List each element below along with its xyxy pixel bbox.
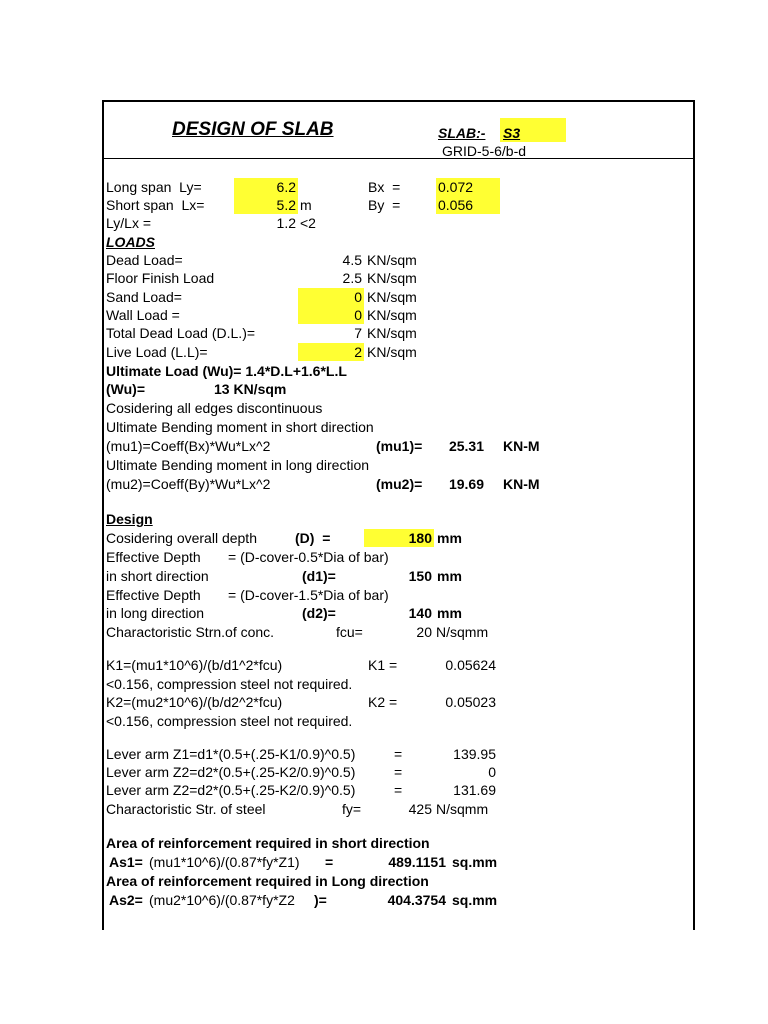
fcu-unit: N/sqmm — [436, 624, 489, 640]
load-label: Dead Load= — [106, 252, 183, 268]
k1-value: 0.05624 — [445, 657, 496, 673]
lever-arm-value: 131.69 — [453, 782, 496, 798]
as1-formula: (mu1*10^6)/(0.87*fy*Z1) — [149, 854, 300, 870]
as1-eq: = — [325, 854, 334, 870]
ly-value: 6.2 — [276, 179, 296, 195]
k2-value: 0.05023 — [445, 694, 496, 710]
load-label: Floor Finish Load — [106, 270, 215, 286]
load-label: Total Dead Load (D.L.)= — [106, 325, 256, 341]
frame-right-border — [693, 100, 695, 930]
k2-label: K2 = — [368, 694, 398, 710]
slab-label: SLAB:- — [438, 125, 486, 141]
load-value: 2 — [354, 344, 362, 360]
wu-value: 13 KN/sqm — [214, 381, 287, 397]
eff1-formula: = (D-cover-0.5*Dia of bar) — [228, 549, 389, 565]
load-unit: KN/sqm — [367, 344, 417, 360]
fy-value: 425 — [408, 801, 432, 817]
grid-label: GRID-5-6/b-d — [442, 143, 527, 159]
eff2-formula: = (D-cover-1.5*Dia of bar) — [228, 587, 389, 603]
load-unit: KN/sqm — [367, 307, 417, 323]
mu1-unit: KN-M — [503, 438, 540, 454]
fcu-value: 20 — [416, 624, 432, 640]
load-label: Live Load (L.L)= — [106, 344, 208, 360]
depth-unit: mm — [437, 530, 462, 546]
d1-value: 150 — [408, 568, 432, 584]
load-unit: KN/sqm — [367, 289, 417, 305]
as2-heading: Area of reinforcement required in Long direction — [106, 873, 429, 889]
d1-unit: mm — [437, 568, 462, 584]
fy-label: Charactoristic Str. of steel — [106, 801, 266, 817]
ratio-label: Ly/Lx = — [106, 215, 152, 231]
load-label: Wall Load = — [106, 307, 180, 323]
as2-eq: )= — [314, 892, 327, 908]
d2-value: 140 — [408, 605, 432, 621]
d1-label: (d1)= — [302, 568, 336, 584]
lever-arm-eq: = — [394, 782, 403, 798]
d2-direction: in long direction — [106, 605, 205, 621]
k1-formula: K1=(mu1*10^6)/(b/d1^2*fcu) — [106, 657, 283, 673]
mu2-formula: (mu2)=Coeff(By)*Wu*Lx^2 — [106, 476, 271, 492]
load-value: 0 — [354, 289, 362, 305]
lever-arm-label: Lever arm Z2=d2*(0.5+(.25-K2/0.9)^0.5) — [106, 764, 356, 780]
load-value: 4.5 — [342, 252, 362, 268]
d1-direction: in short direction — [106, 568, 209, 584]
ratio-note: <2 — [300, 215, 316, 231]
k1-note: <0.156, compression steel not required. — [106, 676, 353, 692]
mu1-formula: (mu1)=Coeff(Bx)*Wu*Lx^2 — [106, 438, 271, 454]
lever-arm-label: Lever arm Z2=d2*(0.5+(.25-K2/0.9)^0.5) — [106, 782, 356, 798]
mu1-label: (mu1)= — [376, 438, 423, 454]
mu2-label: (mu2)= — [376, 476, 423, 492]
mu1-heading: Ultimate Bending moment in short direction — [106, 419, 374, 435]
lever-arm-value: 139.95 — [453, 746, 496, 762]
k1-label: K1 = — [368, 657, 398, 673]
as1-unit: sq.mm — [452, 854, 498, 870]
as2-formula: (mu2*10^6)/(0.87*fy*Z2 — [149, 892, 295, 908]
as2-unit: sq.mm — [452, 892, 498, 908]
loads-heading: LOADS — [106, 234, 155, 250]
depth-label: Cosidering overall depth — [106, 530, 257, 546]
lx-label: Short span Lx= — [106, 197, 205, 213]
lever-arm-eq: = — [394, 764, 403, 780]
as1-label: As1= — [109, 854, 143, 870]
page-title: DESIGN OF SLAB — [172, 119, 334, 140]
as1-value: 489.1151 — [388, 854, 446, 870]
as1-heading: Area of reinforcement required in short direction — [106, 835, 430, 851]
depth-value: 180 — [408, 530, 432, 546]
eff2-label: Effective Depth — [106, 587, 201, 603]
header-separator — [104, 158, 693, 159]
bx-label: Bx = — [368, 179, 401, 195]
fcu-symbol: fcu= — [336, 624, 363, 640]
design-heading: Design — [106, 511, 153, 527]
fy-unit: N/sqmm — [436, 801, 489, 817]
lever-arm-label: Lever arm Z1=d1*(0.5+(.25-K1/0.9)^0.5) — [106, 746, 356, 762]
mu2-unit: KN-M — [503, 476, 540, 492]
ly-label: Long span Ly= — [106, 179, 202, 195]
lever-arm-eq: = — [394, 746, 403, 762]
mu2-heading: Ultimate Bending moment in long direction — [106, 457, 370, 473]
frame-top-border — [102, 100, 695, 102]
load-unit: KN/sqm — [367, 325, 417, 341]
as2-label: As2= — [109, 892, 143, 908]
load-unit: KN/sqm — [367, 252, 417, 268]
fcu-label: Charactoristic Strn.of conc. — [106, 624, 275, 640]
ratio-value: 1.2 — [276, 215, 296, 231]
load-label: Sand Load= — [106, 289, 182, 305]
mu2-value: 19.69 — [448, 476, 484, 492]
as2-value: 404.3754 — [387, 892, 446, 908]
k2-formula: K2=(mu2*10^6)/(b/d2^2*fcu) — [106, 694, 283, 710]
frame-left-border — [102, 100, 104, 930]
load-value: 0 — [354, 307, 362, 323]
d2-unit: mm — [437, 605, 462, 621]
lx-unit: m — [300, 197, 312, 213]
ultimate-load-formula: Ultimate Load (Wu)= 1.4*D.L+1.6*L.L — [106, 363, 347, 379]
load-value: 7 — [354, 325, 362, 341]
slab-value: S3 — [503, 125, 521, 141]
lx-value: 5.2 — [276, 197, 296, 213]
by-label: By = — [368, 197, 401, 213]
load-value: 2.5 — [342, 270, 362, 286]
edges-note: Cosidering all edges discontinuous — [106, 400, 323, 416]
wu-label: (Wu)= — [106, 381, 146, 397]
fy-symbol: fy= — [342, 801, 362, 817]
depth-symbol: (D) = — [295, 530, 331, 546]
d2-label: (d2)= — [302, 605, 336, 621]
k2-note: <0.156, compression steel not required. — [106, 713, 353, 729]
mu1-value: 25.31 — [448, 438, 484, 454]
eff1-label: Effective Depth — [106, 549, 201, 565]
bx-value: 0.072 — [438, 179, 474, 195]
by-value: 0.056 — [438, 197, 474, 213]
load-unit: KN/sqm — [367, 270, 417, 286]
lever-arm-value: 0 — [488, 764, 496, 780]
